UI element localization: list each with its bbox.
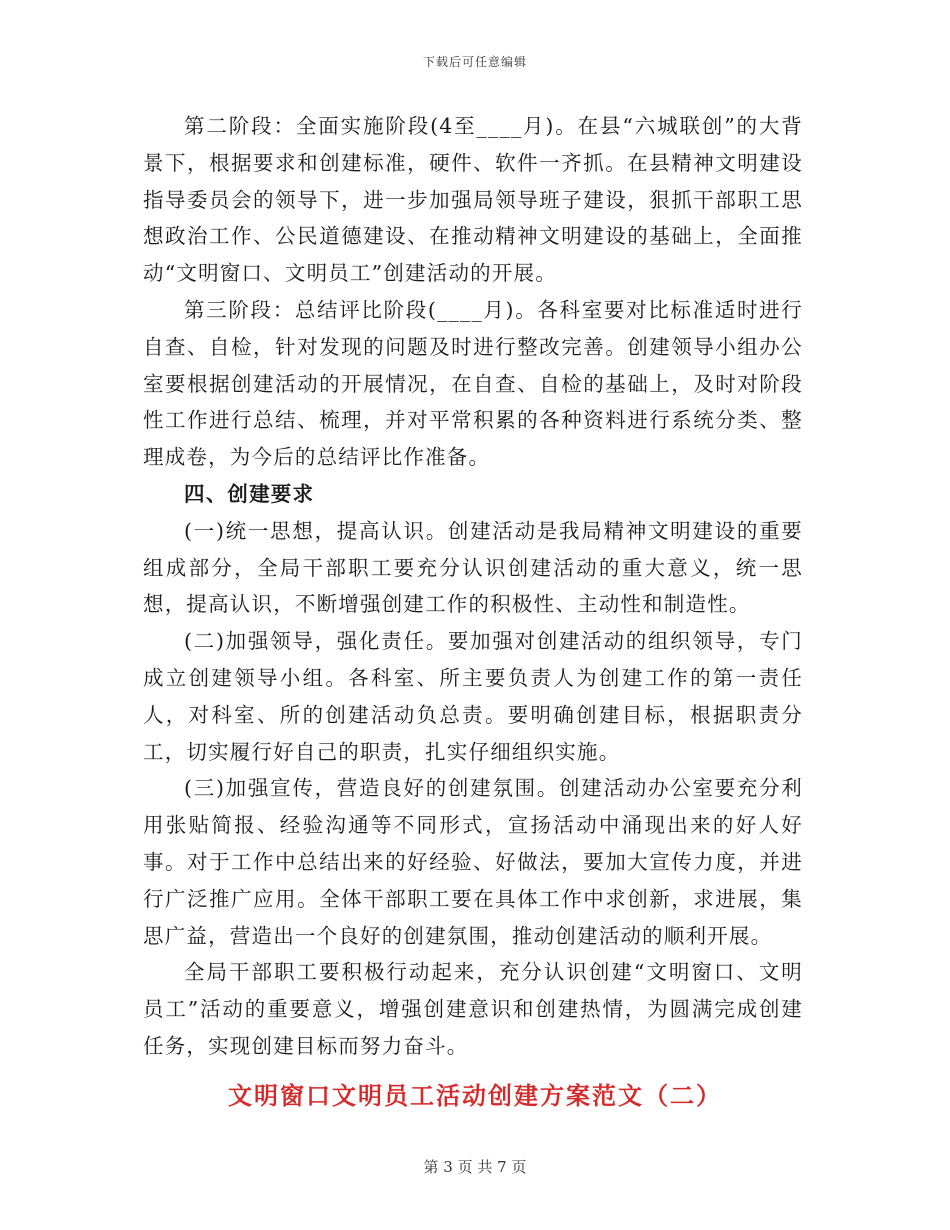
page-header: 下载后可任意编辑 <box>422 55 527 69</box>
paragraph-requirement-2: (二)加强领导，强化责任。要加强对创建活动的组织领导，专门成立创建领导小组。各科室、所主要负责人为创建工作的第一责任人，对科室、所的创建活动负总责。要明确创建目标，根据职责分工，切实履行好自己的职责，扎实仔细组织实施。 <box>143 629 803 764</box>
paragraph-requirement-3: (三)加强宣传，营造良好的创建氛围。创建活动办公室要充分利用张贴简报、经验沟通等不同形式，宣扬活动中涌现出来的好人好事。对于工作中总结出来的好经验、好做法，要加大宣传力度，并进行广泛推广应用。全体干部职工要在具体工作中求创新，求进展，集思广益，营造出一个良好的创建氛围，推动创建活动的顺利开展。 <box>143 776 803 948</box>
section-heading-requirements: 四、创建要求 <box>184 481 315 506</box>
paragraph-closing: 全局干部职工要积极行动起来，充分认识创建“文明窗口、文明员工”活动的重要意义，增强创建意识和创建热情，为圆满完成创建任务，实现创建目标而努力奋斗。 <box>143 960 803 1058</box>
document-body <box>143 108 803 1065</box>
paragraph-stage-two: 第二阶段：全面实施阶段(4至____月)。在县“六城联创”的大背景下，根据要求和创建标准，硬件、软件一齐抓。在县精神文明建设指导委员会的领导下，进一步加强局领导班子建设，狠抓干部职工思想政治工作、公民道德建设、在推动精神文明建设的基础上，全面推动“文明窗口、文明员工”创建活动的开展。 <box>143 114 803 286</box>
page-footer: 第 3 页 共 7 页 <box>423 1158 527 1176</box>
paragraph-requirement-1: (一)统一思想，提高认识。创建活动是我局精神文明建设的重要组成部分，全局干部职工要充分认识创建活动的重大意义，统一思想，提高认识，不断增强创建工作的积极性、主动性和制造性。 <box>143 518 803 617</box>
paragraph-stage-three: 第三阶段：总结评比阶段(____月)。各科室要对比标准适时进行自查、自检，针对发现的问题及时进行整改完善。创建领导小组办公室要根据创建活动的开展情况，在自查、自检的基础上，及时对阶段性工作进行总结、梳理，并对平常积累的各种资料进行系统分类、整理成卷，为今后的总结评比作准备。 <box>143 297 803 470</box>
section-title: 文明窗口文明员工活动创建方案范文（二） <box>228 1081 722 1110</box>
